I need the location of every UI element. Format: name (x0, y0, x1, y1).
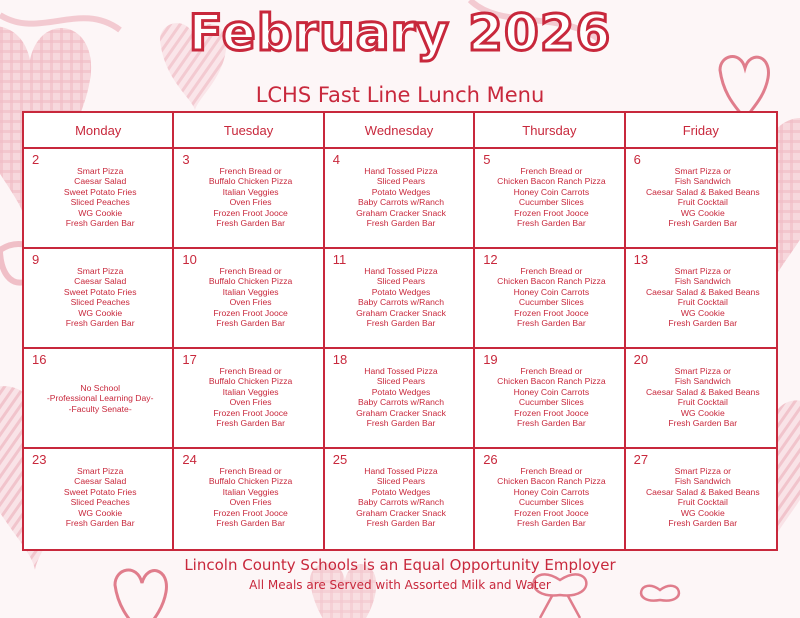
menu-items (634, 166, 772, 228)
menu-item: French Bread or (219, 366, 282, 376)
menu-item: WG Cookie (680, 507, 725, 518)
menu-items (333, 266, 469, 328)
day-number: 20 (633, 352, 649, 367)
menu-item: Fresh Garden Bar (216, 418, 285, 429)
milk-water-notice: All Meals are Served with Assorted Milk and Water (249, 578, 551, 592)
weekday-header-tuesday: Tuesday (174, 113, 324, 149)
day-cell (174, 149, 324, 249)
day-cell (174, 449, 324, 549)
menu-item: Cucumber Slices (518, 497, 584, 508)
menu-item: -Professional Learning Day- (46, 393, 154, 404)
menu-item: Cucumber Slices (518, 297, 584, 308)
menu-items (32, 166, 168, 228)
menu-item: Frozen Froot Jooce (213, 407, 288, 418)
page-subtitle: LCHS Fast Line Lunch Menu (255, 83, 545, 107)
menu-item: Buffalo Chicken Pizza (208, 476, 293, 487)
menu-item: French Bread or (219, 466, 282, 476)
menu-item: Frozen Froot Jooce (213, 207, 288, 218)
menu-item: Frozen Froot Jooce (514, 207, 589, 218)
day-number: 4 (332, 152, 341, 167)
day-number: 11 (332, 252, 347, 267)
menu-item: Graham Cracker Snack (356, 407, 446, 418)
day-number: 5 (483, 152, 491, 167)
menu-item: Fish Sandwich (674, 476, 731, 487)
menu-item: Caesar Salad & Baked Beans (645, 486, 760, 497)
menu-item: Sliced Pears (376, 476, 426, 487)
day-cell (24, 349, 174, 449)
menu-item: Honey Coin Carrots (513, 186, 590, 197)
menu-items (634, 266, 772, 328)
menu-item: Fresh Garden Bar (65, 318, 135, 329)
menu-item: Fresh Garden Bar (668, 518, 738, 529)
menu-item: Hand Tossed Pizza (364, 266, 438, 276)
weekday-header-monday: Monday (24, 113, 174, 149)
menu-item: Oven Fries (229, 497, 272, 508)
menu-item: Fruit Cocktail (677, 497, 728, 508)
menu-item: WG Cookie (78, 207, 123, 218)
menu-items (483, 266, 619, 328)
menu-item: French Bread or (520, 166, 583, 176)
menu-item: Graham Cracker Snack (356, 507, 446, 518)
menu-item: Potato Wedges (371, 486, 431, 497)
equal-opportunity-notice: Lincoln County Schools is an Equal Opportunity Employer (184, 556, 616, 574)
menu-item: Fresh Garden Bar (216, 518, 285, 529)
day-cell (325, 449, 475, 549)
weekday-header-thursday: Thursday (475, 113, 625, 149)
weekday-header-wednesday: Wednesday (325, 113, 475, 149)
menu-item: Fresh Garden Bar (216, 318, 285, 329)
day-cell (475, 149, 625, 249)
day-cell (325, 349, 475, 449)
menu-item: Italian Veggies (222, 186, 279, 197)
menu-item: Fresh Garden Bar (65, 518, 135, 529)
menu-item: Cucumber Slices (518, 397, 584, 408)
menu-item: Fresh Garden Bar (668, 418, 738, 429)
menu-item: Smart Pizza (77, 266, 124, 276)
menu-item: Smart Pizza or (674, 466, 731, 476)
menu-item: WG Cookie (78, 307, 123, 318)
menu-items (483, 166, 619, 228)
menu-item: WG Cookie (680, 307, 725, 318)
menu-item: Hand Tossed Pizza (364, 466, 438, 476)
menu-item: Chicken Bacon Ranch Pizza (497, 476, 606, 487)
day-number: 2 (32, 152, 40, 167)
day-number: 3 (182, 152, 190, 167)
menu-items (483, 366, 619, 428)
menu-items (32, 266, 168, 328)
menu-items (182, 466, 318, 528)
menu-item: Potato Wedges (371, 386, 431, 397)
day-number: 24 (182, 452, 197, 467)
menu-item: Sliced Peaches (70, 297, 130, 308)
day-cell (626, 149, 776, 249)
menu-item: Graham Cracker Snack (356, 207, 446, 218)
day-number: 10 (182, 252, 197, 267)
menu-item: Fresh Garden Bar (517, 218, 586, 229)
day-number: 23 (32, 452, 47, 467)
menu-item: Fresh Garden Bar (216, 218, 285, 229)
menu-item: Fresh Garden Bar (517, 318, 586, 329)
menu-items (182, 366, 318, 428)
menu-item: Fresh Garden Bar (366, 218, 436, 229)
menu-item: Frozen Froot Jooce (514, 407, 589, 418)
menu-item: Graham Cracker Snack (356, 307, 446, 318)
lunch-calendar (22, 111, 778, 551)
menu-items (634, 466, 772, 528)
menu-item: Oven Fries (229, 397, 272, 408)
menu-item: Sweet Potato Fries (63, 286, 137, 297)
menu-item: Honey Coin Carrots (513, 386, 590, 397)
menu-item: Italian Veggies (222, 286, 279, 297)
day-cell (174, 249, 324, 349)
menu-item: Fresh Garden Bar (366, 518, 436, 529)
menu-items (634, 366, 772, 428)
day-number: 6 (633, 152, 641, 167)
menu-item: Italian Veggies (222, 486, 279, 497)
menu-item: Sliced Peaches (70, 497, 130, 508)
menu-item: Sliced Pears (376, 276, 426, 287)
menu-item: Chicken Bacon Ranch Pizza (497, 376, 606, 387)
menu-items (333, 166, 469, 228)
menu-item: Italian Veggies (222, 386, 279, 397)
day-number: 16 (32, 352, 47, 367)
day-number: 18 (332, 352, 348, 367)
menu-item: Buffalo Chicken Pizza (208, 376, 293, 387)
day-cell (24, 149, 174, 249)
menu-items (333, 466, 469, 528)
day-number: 26 (483, 452, 498, 467)
menu-item: Smart Pizza (77, 166, 124, 176)
menu-item: Sweet Potato Fries (63, 186, 137, 197)
menu-item: Sweet Potato Fries (63, 486, 137, 497)
day-cell (475, 449, 625, 549)
menu-item: Chicken Bacon Ranch Pizza (497, 176, 606, 187)
menu-item: Honey Coin Carrots (513, 286, 590, 297)
day-number: 13 (633, 252, 649, 267)
menu-item: Frozen Froot Jooce (213, 307, 288, 318)
day-number: 17 (182, 352, 197, 367)
menu-item: Buffalo Chicken Pizza (208, 276, 293, 287)
menu-items (182, 266, 318, 328)
menu-item: Fruit Cocktail (677, 297, 728, 308)
day-number: 12 (483, 252, 498, 267)
menu-item: Fresh Garden Bar (517, 518, 586, 529)
menu-item: Caesar Salad (74, 276, 127, 287)
menu-item: Frozen Froot Jooce (514, 307, 589, 318)
day-number: 27 (633, 452, 649, 467)
menu-item: Honey Coin Carrots (513, 486, 590, 497)
menu-item: Baby Carrots w/Ranch (358, 497, 444, 508)
menu-item: Fish Sandwich (674, 176, 731, 187)
day-cell (24, 249, 174, 349)
day-cell (174, 349, 324, 449)
menu-item: Fruit Cocktail (677, 197, 728, 208)
day-number: 25 (332, 452, 348, 467)
menu-item: Cucumber Slices (518, 197, 584, 208)
menu-item: Baby Carrots w/Ranch (358, 197, 444, 208)
menu-item: Fresh Garden Bar (366, 318, 436, 329)
day-number: 9 (32, 252, 40, 267)
day-cell (24, 449, 174, 549)
menu-item: Smart Pizza or (674, 366, 731, 376)
menu-item: Smart Pizza or (674, 166, 731, 176)
menu-item: Sliced Pears (376, 176, 426, 187)
menu-item: French Bread or (520, 466, 583, 476)
menu-items (32, 383, 168, 414)
menu-items (32, 466, 168, 528)
day-cell (325, 149, 475, 249)
day-cell (325, 249, 475, 349)
page-title: February 2026 (188, 4, 612, 62)
menu-item: French Bread or (219, 166, 282, 176)
menu-item: Caesar Salad (74, 176, 127, 187)
menu-item: Hand Tossed Pizza (364, 166, 438, 176)
menu-item: Fruit Cocktail (677, 397, 728, 408)
menu-item: Frozen Froot Jooce (213, 507, 288, 518)
menu-item: WG Cookie (680, 407, 725, 418)
menu-item: No School (80, 383, 121, 393)
menu-item: Fresh Garden Bar (517, 418, 586, 429)
menu-item: Oven Fries (229, 197, 272, 208)
menu-item: WG Cookie (680, 207, 725, 218)
menu-item: Smart Pizza or (674, 266, 731, 276)
menu-item: Caesar Salad (74, 476, 127, 487)
menu-item: Fish Sandwich (674, 376, 731, 387)
menu-items (182, 166, 318, 228)
day-cell (626, 449, 776, 549)
menu-item: Sliced Peaches (70, 197, 130, 208)
menu-item: Chicken Bacon Ranch Pizza (497, 276, 606, 287)
menu-item: -Faculty Senate- (68, 403, 132, 414)
menu-item: Fresh Garden Bar (668, 318, 738, 329)
day-cell (626, 349, 776, 449)
menu-item: Caesar Salad & Baked Beans (645, 286, 760, 297)
menu-item: French Bread or (219, 266, 282, 276)
menu-item: Baby Carrots w/Ranch (358, 397, 444, 408)
menu-item: French Bread or (520, 266, 583, 276)
menu-item: WG Cookie (78, 507, 123, 518)
menu-item: Hand Tossed Pizza (364, 366, 438, 376)
menu-items (333, 366, 469, 428)
day-cell (475, 249, 625, 349)
menu-item: Baby Carrots w/Ranch (358, 297, 444, 308)
menu-item: Sliced Pears (376, 376, 426, 387)
weekday-header-friday: Friday (626, 113, 776, 149)
menu-item: Buffalo Chicken Pizza (208, 176, 293, 187)
menu-item: Caesar Salad & Baked Beans (645, 386, 760, 397)
menu-item: Potato Wedges (371, 186, 431, 197)
day-number: 19 (483, 352, 498, 367)
menu-item: Fresh Garden Bar (668, 218, 738, 229)
menu-item: Oven Fries (229, 297, 272, 308)
menu-item: Fresh Garden Bar (65, 218, 135, 229)
menu-item: Fish Sandwich (674, 276, 731, 287)
menu-item: Smart Pizza (77, 466, 124, 476)
menu-item: Potato Wedges (371, 286, 431, 297)
menu-item: Frozen Froot Jooce (514, 507, 589, 518)
day-cell (475, 349, 625, 449)
menu-item: Fresh Garden Bar (366, 418, 436, 429)
menu-items (483, 466, 619, 528)
day-cell (626, 249, 776, 349)
menu-item: Caesar Salad & Baked Beans (645, 186, 760, 197)
menu-item: French Bread or (520, 366, 583, 376)
